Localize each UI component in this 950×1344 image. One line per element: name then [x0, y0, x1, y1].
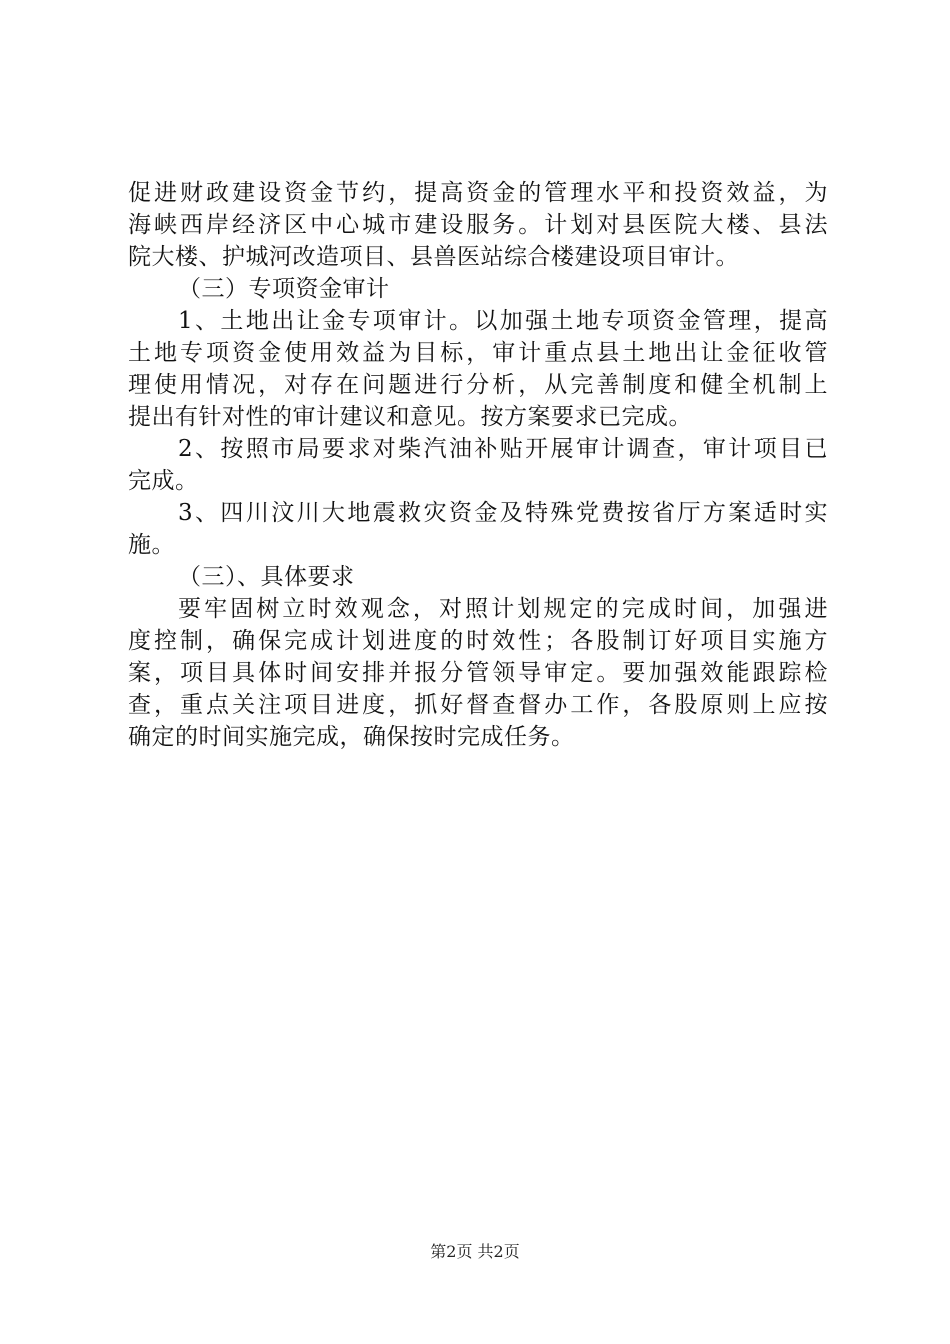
- section-heading: （三）专项资金审计: [178, 276, 390, 302]
- paragraph-line: 3、四川汶川大地震救灾资金及特殊党费按省厅方案适时实: [178, 500, 828, 526]
- paragraph-line: 院大楼、护城河改造项目、县兽医站综合楼建设项目审计。: [128, 244, 739, 270]
- paragraph-line: 理使用情况，对存在问题进行分析，从完善制度和健全机制上: [128, 372, 828, 398]
- paragraph-line: 确定的时间实施完成，确保按时完成任务。: [128, 724, 575, 750]
- paragraph-line: 1、土地出让金专项审计。以加强土地专项资金管理，提高: [178, 308, 828, 334]
- section-heading: （三）、具体要求: [178, 564, 355, 590]
- paragraph-line: 2、按照市局要求对柴汽油补贴开展审计调查，审计项目已: [178, 436, 828, 462]
- paragraph-line: 提出有针对性的审计建议和意见。按方案要求已完成。: [128, 404, 692, 430]
- paragraph-line: 促进财政建设资金节约，提高资金的管理水平和投资效益，为: [128, 180, 828, 206]
- paragraph-line: 完成。: [128, 468, 199, 494]
- paragraph-line: 度控制，确保完成计划进度的时效性；各股制订好项目实施方: [128, 628, 828, 654]
- paragraph-line: 要牢固树立时效观念，对照计划规定的完成时间，加强进: [178, 596, 828, 622]
- page-number-footer: 第2页 共2页: [430, 1242, 520, 1261]
- paragraph-line: 海峡西岸经济区中心城市建设服务。计划对县医院大楼、县法: [128, 212, 828, 238]
- paragraph-line: 施。: [128, 532, 175, 558]
- paragraph-line: 查，重点关注项目进度，抓好督查督办工作，各股原则上应按: [128, 692, 828, 718]
- paragraph-line: 土地专项资金使用效益为目标，审计重点县土地出让金征收管: [128, 340, 828, 366]
- paragraph-line: 案，项目具体时间安排并报分管领导审定。要加强效能跟踪检: [128, 660, 828, 686]
